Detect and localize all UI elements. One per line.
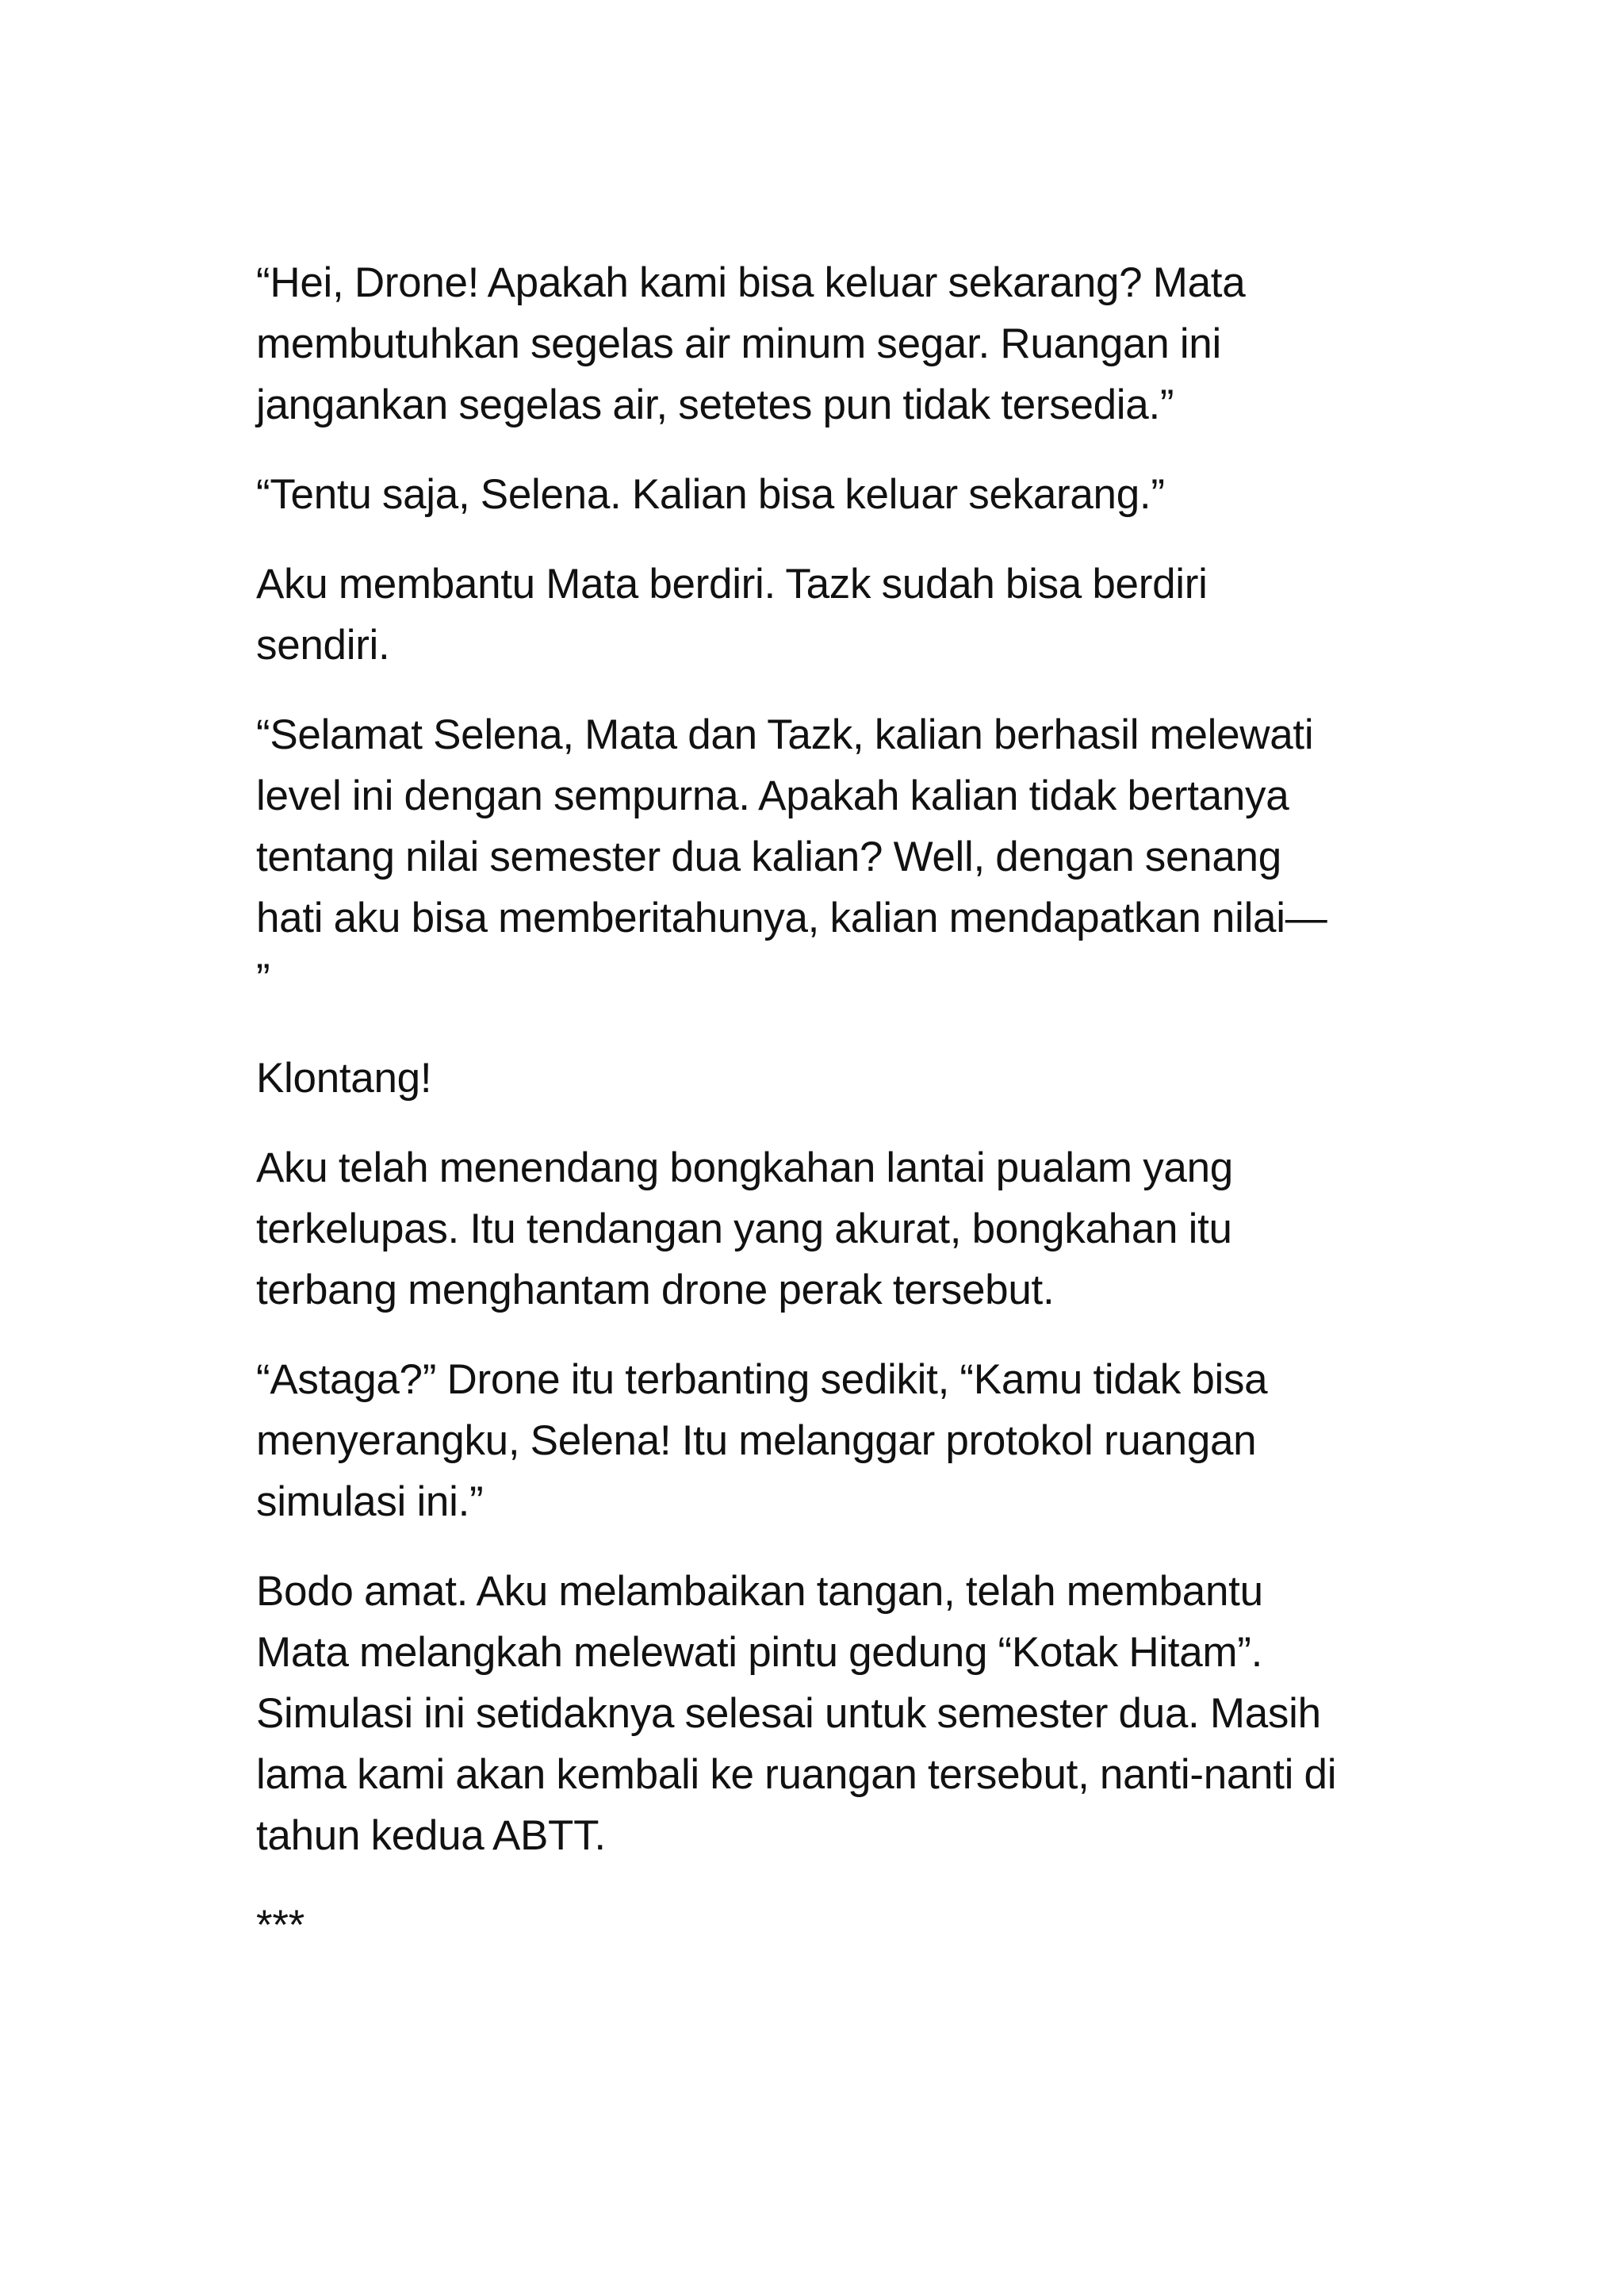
text-line: tahun kedua ABTT. [256, 1812, 606, 1859]
text-line: “Hei, Drone! Apakah kami bisa keluar sekarang? Mata [256, 259, 1246, 306]
text-line: “Astaga?” Drone itu terbanting sedikit, “Kamu tidak bisa [256, 1356, 1268, 1403]
text-line: ” [256, 956, 270, 1002]
scene-break-marker: *** [256, 1902, 304, 1949]
paragraph [256, 1349, 1382, 1532]
text-line: Aku membantu Mata berdiri. Tazk sudah bisa berdiri [256, 561, 1208, 608]
text-line: sendiri. [256, 622, 390, 669]
paragraph [256, 1561, 1382, 1866]
text-line: terbang menghantam drone perak tersebut. [256, 1267, 1055, 1313]
text-line: Simulasi ini setidaknya selesai untuk semester dua. Masih [256, 1690, 1321, 1737]
text-line: “Selamat Selena, Mata dan Tazk, kalian berhasil melewati [256, 711, 1314, 758]
text-line: Bodo amat. Aku melambaikan tangan, telah membantu [256, 1568, 1263, 1615]
scene-break [256, 1895, 1382, 1956]
text-line: jangankan segelas air, setetes pun tidak tersedia.” [256, 381, 1174, 428]
text-line: hati aku bisa memberitahunya, kalian mendapatkan nilai— [256, 895, 1327, 941]
text-line: terkelupas. Itu tendangan yang akurat, bongkahan itu [256, 1205, 1232, 1252]
paragraph [256, 252, 1382, 435]
text-line: Mata melangkah melewati pintu gedung “Kotak Hitam”. [256, 1629, 1263, 1676]
text-line: tentang nilai semester dua kalian? Well, dengan senang [256, 834, 1281, 880]
text-line: menyerangku, Selena! Itu melanggar protokol ruangan [256, 1417, 1257, 1464]
text-line: “Tentu saja, Selena. Kalian bisa keluar sekarang.” [256, 471, 1165, 518]
text-line: membutuhkan segelas air minum segar. Ruangan ini [256, 320, 1221, 367]
paragraph [256, 464, 1382, 525]
text-line: level ini dengan sempurna. Apakah kalian tidak bertanya [256, 772, 1289, 819]
paragraph [256, 1048, 1382, 1109]
paragraph [256, 554, 1382, 676]
text-line: simulasi ini.” [256, 1478, 484, 1525]
document-body [256, 252, 1382, 1984]
text-line: lama kami akan kembali ke ruangan tersebut, nanti-nanti di [256, 1751, 1337, 1798]
paragraph [256, 704, 1382, 1010]
text-line: Aku telah menendang bongkahan lantai pualam yang [256, 1144, 1233, 1191]
paragraph [256, 1137, 1382, 1320]
text-line: Klontang! [256, 1055, 432, 1102]
